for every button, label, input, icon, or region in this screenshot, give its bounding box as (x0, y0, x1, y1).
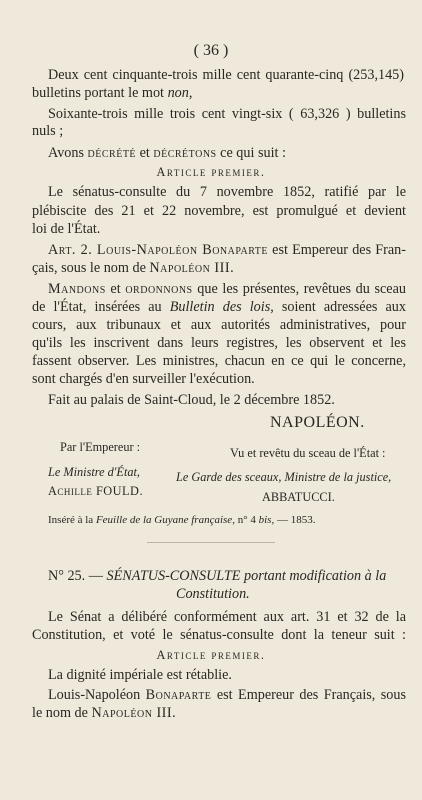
text-line: Inséré à la Feuille de la Guyane française, n° 4 bis, — 1853. (48, 514, 316, 526)
text-line: de l'État, insérées au Bulletin des lois, soient adressées aux (32, 299, 406, 315)
text-line: Le Ministre d'État, (48, 465, 141, 479)
page-number: ( 36 ) (193, 42, 229, 59)
text-line: Constitution, et voté le sénatus-consulte dont la teneur suit : (32, 627, 406, 643)
text-line: Fait au palais de Saint-Cloud, le 2 décembre 1852. (48, 392, 335, 408)
text-line: Le Sénat a délibéré conformément aux art. 31 et 32 de la (48, 609, 406, 625)
text-line: La dignité impériale est rétablie. (48, 667, 232, 683)
text-line: Par l'Empereur : (60, 440, 141, 454)
text-line: Soixante-trois mille trois cent vingt-six ( 63,326 ) bulletins (48, 106, 406, 122)
text-line: plébiscite des 21 et 22 novembre, est promulgué et devient (32, 203, 406, 219)
text-line: Le sénatus-consulte du 7 novembre 1852, ratifié par le (48, 184, 406, 200)
text-line: loi de l'État. (32, 221, 101, 237)
text-line: ABBATUCCI. (262, 490, 335, 504)
text-line: fassent observer. Les ministres, chacun en ce qui le concerne, (32, 353, 406, 369)
text-line: çais, sous le nom de Napoléon III. (32, 260, 234, 276)
text-line: Achille FOULD. (48, 484, 144, 498)
text-line: qu'ils les inscrivent dans leurs registres, les observent et les (32, 335, 406, 351)
divider (147, 542, 275, 543)
text-line: Vu et revêtu du sceau de l'État : (230, 446, 386, 460)
text-line: Louis-Napoléon Bonaparte est Empereur des Français, sous (48, 687, 407, 703)
text-line: Deux cent cinquante-trois mille cent quarante-cinq (253,145) (48, 67, 404, 83)
text-line: bulletins portant le mot non, (32, 85, 193, 101)
text-line: nuls ; (32, 123, 64, 139)
section-title: N° 25. — SÉNATUS-CONSULTE portant modification à la (48, 568, 387, 584)
text-line: Avons décrété et décrétons ce qui suit : (48, 145, 286, 161)
article-heading: Article premier. (156, 648, 266, 662)
text-line: sont chargés d'en surveiller l'exécution. (32, 371, 255, 387)
text-line: Art. 2. Louis-Napoléon Bonaparte est Empereur des Fran- (48, 242, 406, 258)
text-line: le nom de Napoléon III. (32, 705, 176, 721)
text-line: Mandons et ordonnons que les présentes, revêtues du sceau (48, 281, 406, 297)
article-heading: Article premier. (156, 165, 266, 179)
text-line: Le Garde des sceaux, Ministre de la justice, (176, 470, 392, 484)
section-title: Constitution. (176, 586, 250, 602)
text-line: cours, aux tribunaux et aux autorités administratives, pour (32, 317, 406, 333)
signature: NAPOLÉON. (270, 414, 365, 431)
